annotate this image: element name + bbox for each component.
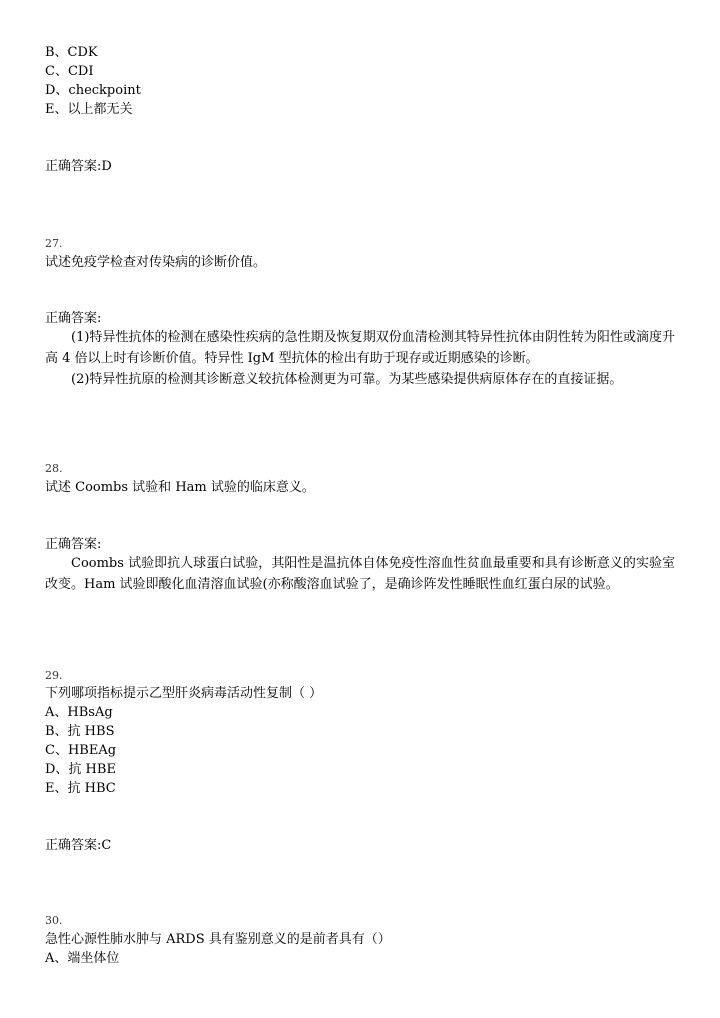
q26-answer: 正确答案:D xyxy=(45,159,112,174)
q28-answer-paragraph: Coombs 试验即抗人球蛋白试验，其阳性是温抗体自体免疫性溶血性贫血最重要和具有诊断意义的实验室改变。Ham 试验即酸化血清溶血试验(亦称酸溶血试验了，是确诊阵发性睡眠性血红蛋白尿的试验。 xyxy=(45,556,675,592)
q30-number: 30. xyxy=(45,914,63,927)
q27-answer-label: 正确答案: xyxy=(45,311,102,326)
q27-answer-paragraph-1: (1)特异性抗体的检测在感染性疾病的急性期及恢复期双份血清检测其特异性抗体由阴性转为阳性或滴度升高 4 倍以上时有诊断价值。特异性 IgM 型抗体的检出有助于现存或近期感染的诊断。 xyxy=(45,330,675,366)
q29-option-d: D、抗 HBE xyxy=(45,762,116,777)
q29-option-e: E、抗 HBC xyxy=(45,781,116,796)
q26-option-e: E、以上都无关 xyxy=(45,102,133,117)
q27-question: 试述免疫学检查对传染病的诊断价值。 xyxy=(45,255,267,270)
q29-option-b: B、抗 HBS xyxy=(45,724,115,739)
q28-answer-label: 正确答案: xyxy=(45,537,102,552)
q28-number: 28. xyxy=(45,462,63,475)
q28-question: 试述 Coombs 试验和 Ham 试验的临床意义。 xyxy=(45,480,315,495)
q29-question: 下列哪项指标提示乙型肝炎病毒活动性复制（ ） xyxy=(45,686,323,701)
q27-answer-paragraph-2: (2)特异性抗原的检测其诊断意义较抗体检测更为可靠。为某些感染提供病原体存在的直接证据。 xyxy=(71,372,623,387)
q30-question: 急性心源性肺水肿与 ARDS 具有鉴别意义的是前者具有（） xyxy=(45,932,391,947)
q26-option-c: C、CDI xyxy=(45,64,94,79)
q29-answer: 正确答案:C xyxy=(45,838,112,853)
q29-option-c: C、HBEAg xyxy=(45,743,117,758)
q29-option-a: A、HBsAg xyxy=(45,705,113,720)
q27-number: 27. xyxy=(45,237,63,250)
q30-option-a: A、端坐体位 xyxy=(45,951,120,966)
q26-option-d: D、checkpoint xyxy=(45,83,141,98)
q29-number: 29. xyxy=(45,669,63,682)
q26-option-b: B、CDK xyxy=(45,45,98,60)
